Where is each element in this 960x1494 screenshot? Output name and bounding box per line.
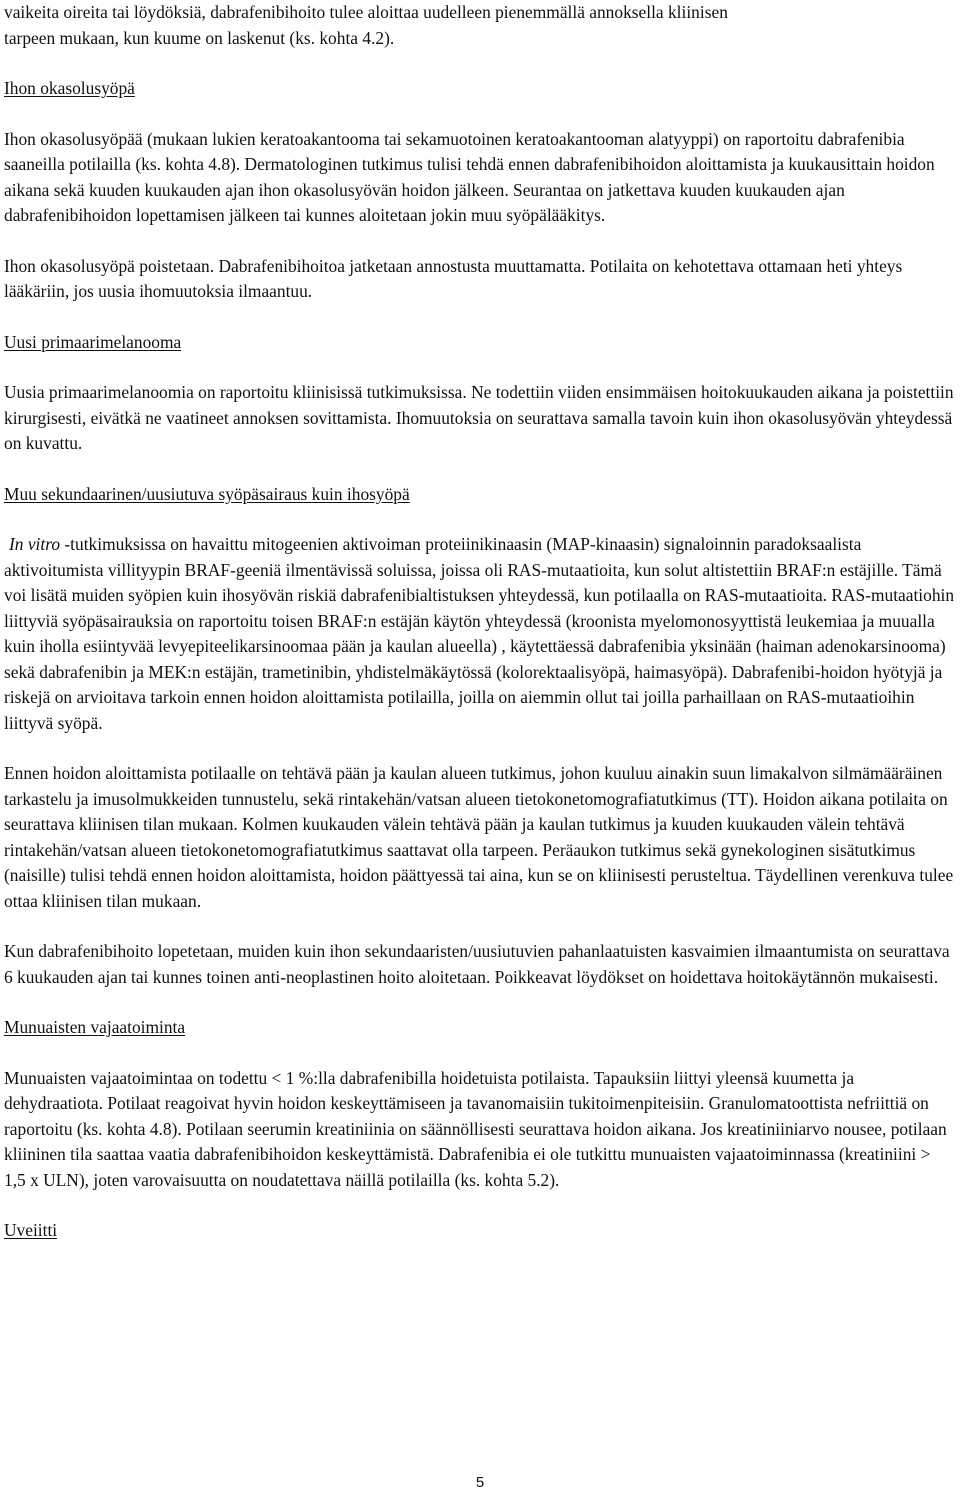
section-heading-secondary-cancer: Muu sekundaarinen/uusiutuva syöpäsairaus kuin ihosyöpä bbox=[4, 483, 410, 504]
intro-line-1: vaikeita oireita tai löydöksiä, dabrafenibihoito tulee aloittaa uudelleen pienemmällä annoksella kliinisen bbox=[4, 2, 728, 22]
section-heading-renal: Munuaisten vajaatoiminta bbox=[4, 1017, 186, 1037]
intro-line-2: tarpeen mukaan, kun kuume on laskenut (ks. kohta 4.2). bbox=[4, 27, 395, 48]
section-heading-skin-cancer: Ihon okasolusyöpä bbox=[4, 78, 135, 98]
in-vitro-term: In vitro bbox=[9, 534, 61, 554]
document-page bbox=[4, 0, 956, 1244]
secondary-paragraph-1 bbox=[4, 532, 956, 736]
section-heading-melanoma: Uusi primaarimelanooma bbox=[4, 331, 182, 352]
skin-cancer-paragraph-1: Ihon okasolusyöpää (mukaan lukien keratoakantooma tai sekamuotoinen keratoakantooman alatyyppi) on raportoitu dabrafenibia saaneilla potilailla (ks. kohta 4.8). Dermatologinen tutkimus tulisi tehdä ennen dabrafenibihoidon aloittamista ja kuukausittain hoidon aikana sekä kuuden kuukauden ajan ihon okasolusyövän hoidon jälkeen. Seurantaa on jatkettava kuuden kuukauden ajan dabrafenibihoidon lopettamisen jälkeen tai kunnes aloitetaan jokin muu syöpälääkitys. bbox=[4, 128, 935, 225]
melanoma-paragraph-1: Uusia primaarimelanoomia on raportoitu kliinisissä tutkimuksissa. Ne todettiin viiden ensimmäisen hoitokuukauden aikana ja poistettiin kirurgisesti, eivätkä ne vaatineet annoksen sovittamista. Ihomuutoksia on seurattava samalla tavoin kuin ihon okasolusyövän yhteydessä on kuvattu. bbox=[4, 382, 954, 453]
renal-paragraph-1: Munuaisten vajaatoimintaa on todettu < 1 %:lla dabrafenibilla hoidetuista potilaista. Tapauksiin liittyi yleensä kuumetta ja dehydraatiota. Potilaat reagoivat hyvin hoidon keskeyttämiseen ja tavanomaisiin tukitoimenpiteisiin. Granulomatoottista nefriittiä on raportoitu (ks. kohta 4.8). Potilaan seerumin kreatiniinia on säännöllisesti seurattava hoidon aikana. Jos kreatiniiniarvo nousee, potilaan kliininen tila saattaa vaatia dabrafenibihoidon keskeyttämistä. Dabrafenibia ei ole tutkittu munuaisten vajaatoiminnassa (kreatiniini > 1,5 x ULN), joten varovaisuutta on noudatettava näillä potilailla (ks. kohta 5.2). bbox=[4, 1067, 947, 1190]
secondary-paragraph-1-text: -tutkimuksissa on havaittu mitogeenien aktivoiman proteiinikinaasin (MAP-kinaasin) signaloinnin paradoksaalista aktivoitumista villityypin BRAF-geeniä ilmentävissä soluissa, joissa oli RAS-mutaatioita, kun solut altistettiin BRAF:n estäjille. Tämä voi lisätä muiden syöpien kuin ihosyövän riskiä dabrafenibialtistuksen yhteydessä, kun potilaalla on RAS-mutaatioita. RAS-mutaatiohin liittyviä syöpäsairauksia on raportoitu toisen BRAF:n estäjän käytön yhteydessä (kroonista myelomonosyyttistä leukemiaa ja muualla kuin iholla esiintyvää levyepiteelikarsinoomaa pään ja kaulan alueella) , käytettäessä dabrafenibia yksinään (haiman adenokarsinooma) sekä dabrafenibin ja MEK:n estäjän, trametinibin, yhdistelmäkäytössä (kolorektaalisyöpä, haimasyöpä). Dabrafenibi-hoidon hyötyjä ja riskejä on arvioitava tarkoin ennen hoidon aloittamista potilailla, joilla on aiemmin ollut tai joilla parhaillaan on RAS-mutaatioihin liittyvä syöpä. bbox=[4, 534, 955, 733]
page-number: 5 bbox=[475, 1474, 485, 1491]
skin-cancer-paragraph-2: Ihon okasolusyöpä poistetaan. Dabrafenibihoitoa jatketaan annostusta muuttamatta. Potilaita on kehotettava ottamaan heti yhteys lääkäriin, jos uusia ihomuutoksia ilmaantuu. bbox=[4, 255, 903, 301]
intro-paragraph bbox=[4, 0, 956, 51]
secondary-paragraph-3: Kun dabrafenibihoito lopetetaan, muiden kuin ihon sekundaaristen/uusiutuvien pahanlaatuisten kasvaimien ilmaantumista on seurattava 6 kuukauden ajan tai kunnes toinen anti-neoplastinen hoito aloitetaan. Poikkeavat löydökset on hoidettava hoitokäytännön mukaisesti. bbox=[4, 941, 950, 987]
secondary-paragraph-2: Ennen hoidon aloittamista potilaalle on tehtävä pään ja kaulan alueen tutkimus, johon kuuluu ainakin suun limakalvon silmämääräinen tarkastelu ja imusolmukkeiden tunnustelu, sekä rintakehän/vatsan alueen tietokonetomografiatutkimus (TT). Hoidon aikana potilaita on seurattava kliinisen tilan mukaan. Kolmen kuukauden välein tehtävä pään ja kaulan tutkimus ja kuuden kuukauden välein tehtävä rintakehän/vatsan alueen tietokonetomografiatutkimus saattavat olla tarpeen. Peräaukon tutkimus sekä gynekologinen sisätutkimus (naisille) tulisi tehdä ennen hoidon aloittamista, hoidon päättyessä tai aina, kun se on kliinisesti perusteltua. Täydellinen verenkuva tulee ottaa kliinisen tilan mukaan. bbox=[4, 763, 954, 911]
section-heading-uveitis: Uveiitti bbox=[4, 1220, 58, 1240]
